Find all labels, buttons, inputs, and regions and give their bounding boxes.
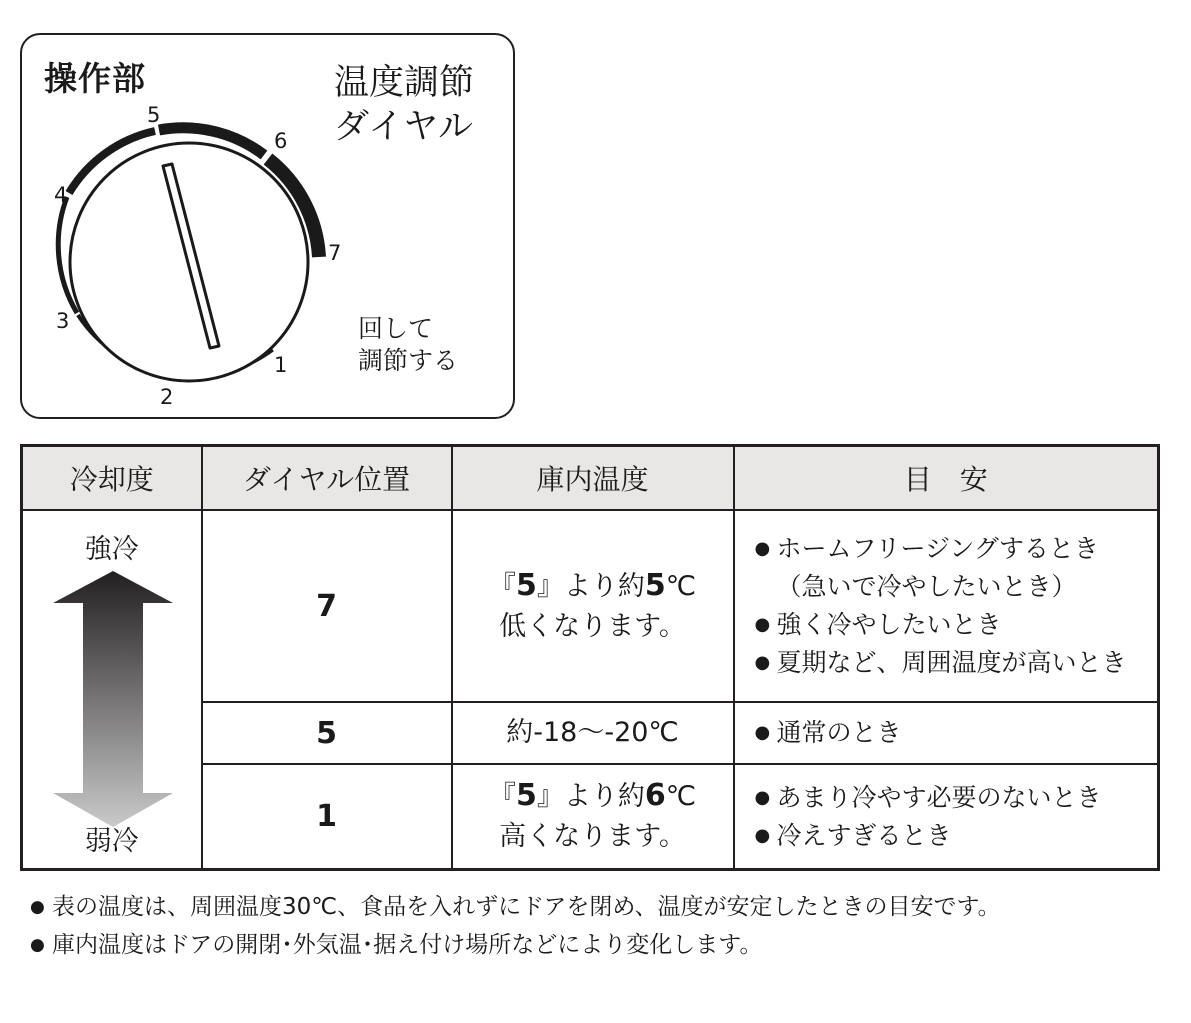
guideline-item: ● 夏期など、周囲温度が高いとき	[755, 646, 1158, 680]
guideline-item: ● ホームフリージングするとき	[755, 532, 1158, 566]
guideline-cell	[734, 764, 1159, 870]
dial-number-5: 5	[147, 103, 161, 127]
level-strong-label: 強冷	[84, 534, 139, 565]
guideline-item: ● あまり冷やす必要のないとき	[755, 781, 1158, 815]
panel-title: 操作部	[44, 59, 146, 98]
dial-label: 温度調節 ダイヤル	[334, 63, 475, 147]
footnotes	[30, 888, 1001, 964]
dial-number-1: 1	[274, 353, 288, 377]
header-dial-position: ダイヤル位置	[202, 446, 452, 511]
dial-number-7: 7	[328, 241, 342, 265]
footnote-item: ● 表の温度は、周囲温度30℃、食品を入れずにドアを閉め、温度が安定したときの目安です。	[30, 888, 1001, 926]
dial-number-6: 6	[274, 129, 288, 153]
dial-position-cell: 7	[202, 510, 452, 702]
level-weak-label: 弱冷	[84, 826, 139, 857]
table-header-row	[22, 446, 1159, 511]
cooling-gradient-arrow	[53, 571, 173, 831]
footnote-item: ● 庫内温度はドアの開閉･外気温･据え付け場所などにより変化します。	[30, 926, 1001, 964]
guideline-item: ● 強く冷やしたいとき	[755, 608, 1158, 642]
header-cooling-level: 冷却度	[22, 446, 202, 511]
dial-number-2: 2	[160, 385, 174, 409]
header-inside-temperature: 庫内温度	[452, 446, 734, 511]
guideline-cell	[734, 510, 1159, 702]
cooling-level-cell	[22, 510, 202, 870]
table-row-setting-7	[22, 510, 1159, 702]
dial-position-cell: 5	[202, 702, 452, 764]
turn-hint: 回して 調節する	[358, 314, 459, 375]
dial-number-4: 4	[54, 183, 68, 207]
guideline-item: ● 冷えすぎるとき	[755, 819, 1158, 853]
header-guideline: 目 安	[734, 446, 1159, 511]
temperature-cell: 約-18〜-20℃	[452, 702, 734, 764]
guideline-cell	[734, 702, 1159, 764]
temperature-cell: 『5』より約5℃ 低くなります。	[452, 510, 734, 702]
guideline-subnote: （急いで冷やしたいとき）	[776, 572, 1077, 601]
dial-position-cell: 1	[202, 764, 452, 870]
operation-panel	[20, 33, 515, 419]
dial-number-3: 3	[56, 309, 70, 333]
guideline-item: ● 通常のとき	[755, 716, 1158, 750]
temperature-cell: 『5』より約6℃ 高くなります。	[452, 764, 734, 870]
dial-setting-table	[20, 444, 1160, 871]
